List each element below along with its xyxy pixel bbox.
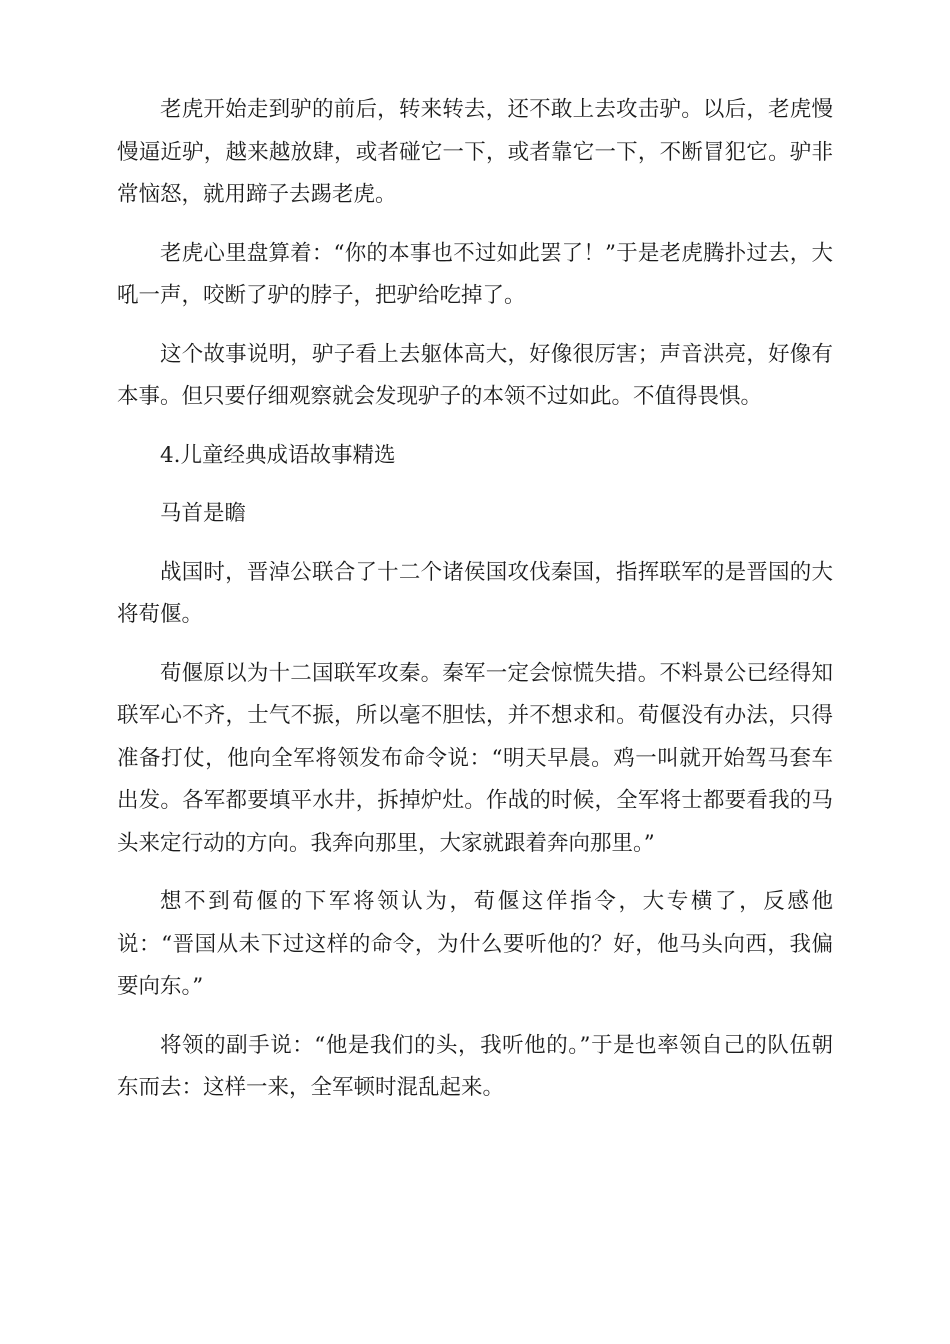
paragraph-deputy-follows: 将领的副手说：“他是我们的头，我听他的。”于是也率领自己的队伍朝东而去：这样一来，全军顿时混乱起来。 [117,1032,833,1100]
section-heading: 4.儿童经典成语故事精选 [160,442,396,468]
paragraph-tiger-attacks: 老虎心里盘算着：“你的本事也不过如此罢了！”于是老虎腾扑过去，大吼一声，咬断了驴的脖子，把驴给吃掉了。 [117,240,833,308]
paragraph-story-moral: 这个故事说明，驴子看上去躯体高大，好像很厉害；声音洪亮，好像有本事。但只要仔细观察就会发现驴子的本领不过如此。不值得畏惧。 [117,341,833,409]
paragraph-xun-yan-orders: 荀偃原以为十二国联军攻秦。秦军一定会惊慌失措。不料景公已经得知联军心不齐，士气不振，所以毫不胆怯，并不想求和。荀偃没有办法，只得准备打仗，他向全军将领发布命令说：“明天早晨。鸡一叫就开始驾马套车出发。各军都要填平水井，拆掉炉灶。作战的时候，全军将士都要看我的马头来定行动的方向。我奔向那里，大家就跟着奔向那里。” [117,660,833,856]
paragraph-warring-states: 战国时，晋淖公联合了十二个诸侯国攻伐秦国，指挥联军的是晋国的大将荀偃。 [117,559,833,627]
paragraph-tiger-approaches: 老虎开始走到驴的前后，转来转去，还不敢上去攻击驴。以后，老虎慢慢逼近驴，越来越放肆，或者碰它一下，或者靠它一下，不断冒犯它。驴非常恼怒，就用蹄子去踢老虎。 [117,97,833,207]
paragraph-lower-army-general: 想不到荀偃的下军将领认为，荀偃这佯指令，大专横了，反感他说：“晋国从未下过这样的命令，为什么要听他的？好，他马头向西，我偏要向东。” [117,889,833,999]
story-title: 马首是瞻 [160,501,247,526]
document-body [117,89,833,1126]
